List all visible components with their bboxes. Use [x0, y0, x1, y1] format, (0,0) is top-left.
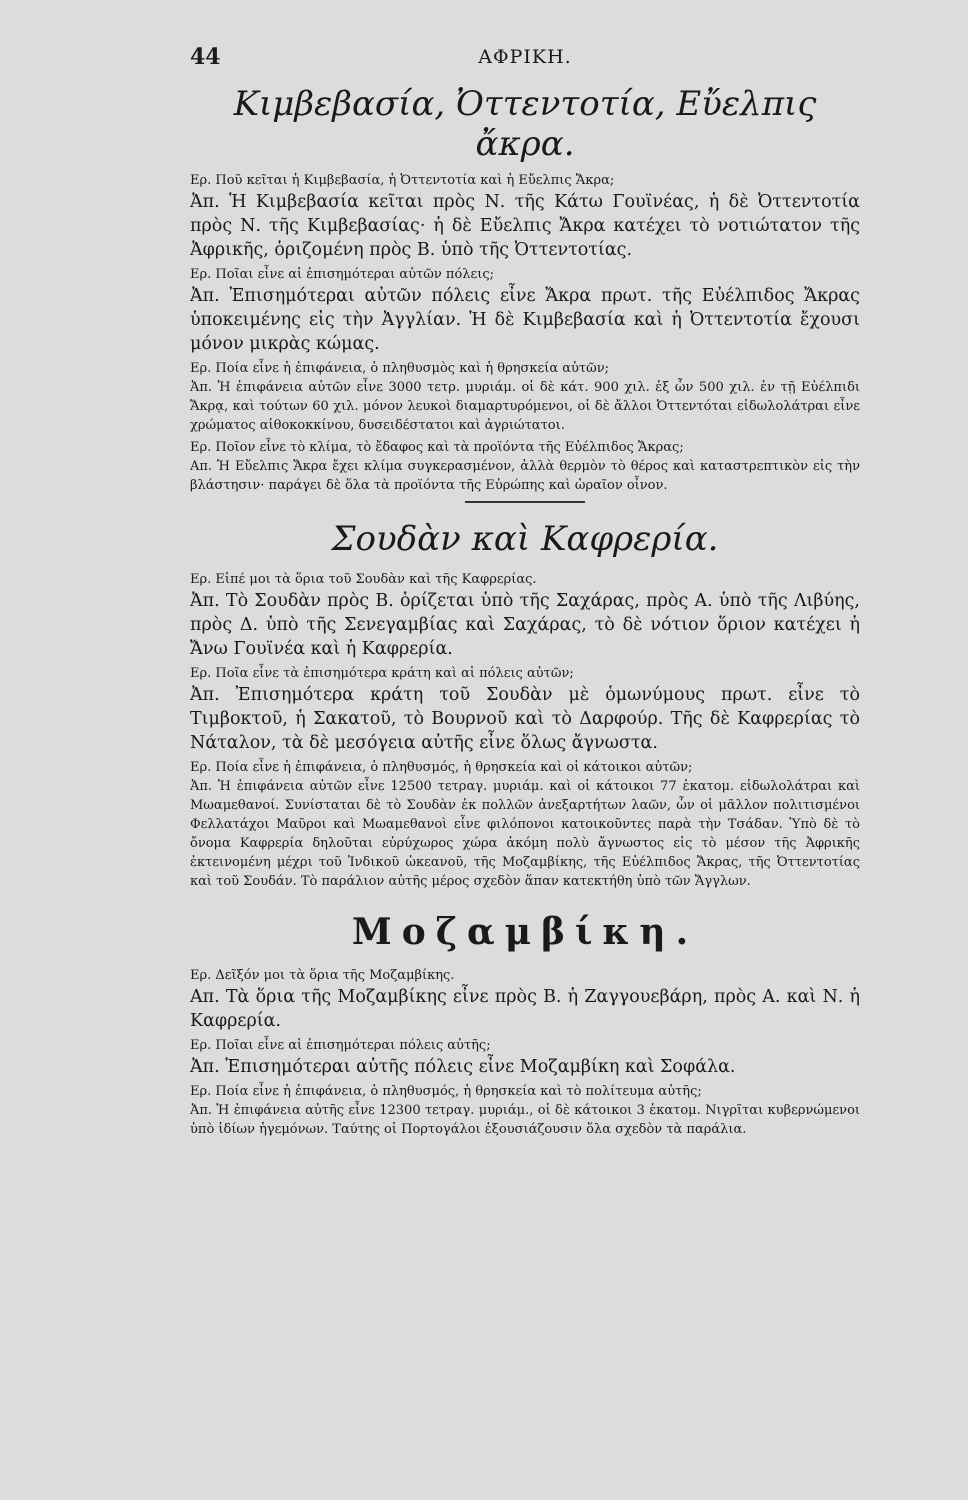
question: Ερ. Ποῖον εἶνε τὸ κλίμα, τὸ ἔδαφος καὶ τὰ προϊόντα τῆς Εὐέλπιδος Ἄκρας;: [190, 440, 684, 455]
answer: Ἀπ. Ἡ Κιμβεβασία κεῖται πρὸς Ν. τῆς Κάτω Γουϊνέας, ἡ δὲ Ὀττεντοτία πρὸς Ν. τῆς Κιμβεβασίας· ἡ δὲ Εὔελπις Ἄκρα κατέχει τὸ νοτιώτατον τῆς Ἀφρικῆς, ὁριζομένη πρὸς Β. ὑπὸ τῆς Ὀττεντοτίας.: [190, 192, 860, 260]
answer: Ἀπ. Ἐπισημότερα κράτη τοῦ Σουδὰν μὲ ὁμωνύμους πρωτ. εἶνε τὸ Τιμβοκτοῦ, ἡ Σακατοῦ, τὸ Βουρνοῦ καὶ τὸ Δαρφούρ. Τῆς δὲ Καφρερίας τὸ Νάταλον, τὰ δὲ μεσόγεια αὐτῆς εἶνε ὅλως ἄγνωστα.: [190, 685, 860, 753]
answer: Ἀπ. Τὸ Σουδὰν πρὸς Β. ὁρίζεται ὑπὸ τῆς Σαχάρας, πρὸς Α. ὑπὸ τῆς Λιβύης, πρὸς Δ. ὑπὸ τῆς Σενεγαμβίας καὶ Σαχάρας, τὸ δὲ νότιον ὅριον κατέχει ἡ Ἄνω Γουϊνέα καὶ ἡ Καφρερία.: [190, 591, 860, 659]
answer: Απ. Ἡ Εὔελπις Ἄκρα ἔχει κλίμα συγκερασμένον, ἀλλὰ θερμὸν τὸ θέρος καὶ καταστρεπτικὸν εἰς τὴν βλάστησιν· παράγει δὲ ὅλα τὰ προϊόντα τῆς Εὐρώπης καὶ ὡραῖον οἶνον.: [190, 459, 860, 493]
section-title: Κιμβεβασία, Ὀττεντοτία, Εὔελπις ἄκρα.: [233, 84, 817, 164]
section-title: Σουδὰν καὶ Καφρερία.: [331, 519, 719, 559]
question: Ερ. Ποῖα εἶνε τὰ ἐπισημότερα κράτη καὶ αἱ πόλεις αὐτῶν;: [190, 666, 574, 681]
answer: Απ. Τὰ ὅρια τῆς Μοζαμβίκης εἶνε πρὸς Β. ἡ Ζαγγουεβάρη, πρὸς Α. καὶ Ν. ἡ Καφρερία.: [190, 987, 860, 1031]
section-title: Μοζαμβίκη.: [351, 911, 699, 953]
question: Ερ. Ποία εἶνε ἡ ἐπιφάνεια, ὁ πληθυσμός, ἡ θρησκεία καὶ οἱ κάτοικοι αὐτῶν;: [190, 760, 693, 775]
question: Ερ. Ποῖαι εἶνε αἱ ἐπισημότεραι πόλεις αὐτῆς;: [190, 1038, 491, 1053]
question: Ερ. Ποῖαι εἶνε αἱ ἐπισημότεραι αὐτῶν πόλεις;: [190, 267, 495, 282]
question: Ερ. Ποῦ κεῖται ἡ Κιμβεβασία, ἡ Ὀττεντοτία καὶ ἡ Εὔελπις Ἄκρα;: [190, 173, 615, 188]
question: Ερ. Ποία εἶνε ἡ ἐπιφάνεια, ὁ πληθυσμὸς καὶ ἡ θρησκεία αὐτῶν;: [190, 361, 610, 376]
question: Ερ. Ποία εἶνε ἡ ἐπιφάνεια, ὁ πληθυσμός, ἡ θρησκεία καὶ τὸ πολίτευμα αὐτῆς;: [190, 1084, 702, 1099]
page-body: [190, 84, 860, 1139]
page-header: [190, 44, 860, 74]
answer: Ἀπ. Ἐπισημότεραι αὐτῶν πόλεις εἶνε Ἄκρα πρωτ. τῆς Εὐέλπιδος Ἄκρας ὑποκειμένης εἰς τὴν Ἀγγλίαν. Ἡ δὲ Κιμβεβασία καὶ ἡ Ὀττεντοτία ἔχουσι μόνον μικρὰς κώμας.: [190, 286, 860, 354]
answer: Ἀπ. Ἡ ἐπιφάνεια αὐτῶν εἶνε 12500 τετραγ. μυριάμ. καὶ οἱ κάτοικοι 77 ἑκατομ. εἰδωλολάτραι καὶ Μωαμεθανοί. Συνίσταται δὲ τὸ Σουδὰν ἐκ πολλῶν ἀνεξαρτήτων λαῶν, ὧν οἱ μᾶλλον πολιτισμένοι Φελλατάχοι Μαῦροι καὶ Μωαμεθανοὶ εἶνε φιλόπονοι κατοικοῦντες παρὰ τὴν Τσάδαν. Ὑπὸ δὲ τὸ ὄνομα Καφρερία δηλοῦται εὐρύχωρος χώρα ἀκόμη πολὺ ἄγνωστος εἰς τὸ μέσον τῆς Ἀφρικῆς ἐκτεινομένη μέχρι τοῦ Ἰνδικοῦ ὠκεανοῦ, τῆς Μοζαμβίκης, τῆς Εὐέλπιδος Ἄκρας, τῆς Ὀττεντοτίας καὶ τοῦ Σουδάν. Τὸ παράλιον αὐτῆς μέρος σχεδὸν ἅπαν κατεκτήθη ὑπὸ τῶν Ἄγγλων.: [190, 779, 860, 889]
answer: Ἀπ. Ἐπισημότεραι αὐτῆς πόλεις εἶνε Μοζαμβίκη καὶ Σοφάλα.: [190, 1057, 736, 1077]
answer: Ἀπ. Ἡ ἐπιφάνεια αὐτῆς εἶνε 12300 τετραγ. μυριάμ., οἱ δὲ κάτοικοι 3 ἑκατομ. Νιγρῖται κυβερνώμενοι ὑπὸ ἰδίων ἡγεμόνων. Ταύτης οἱ Πορτογάλοι ἐξουσιάζουσιν ὅλα σχεδὸν τὰ παράλια.: [190, 1103, 860, 1137]
page-number: 44: [190, 44, 221, 70]
question: Ερ. Εἰπέ μοι τὰ ὅρια τοῦ Σουδὰν καὶ τῆς Καφρερίας.: [190, 572, 537, 587]
running-title: ΑΦΡΙΚΗ.: [478, 46, 572, 68]
question: Ερ. Δεῖξόν μοι τὰ ὅρια τῆς Μοζαμβίκης.: [190, 968, 455, 983]
section-divider: [465, 501, 585, 503]
answer: Ἀπ. Ἡ ἐπιφάνεια αὐτῶν εἶνε 3000 τετρ. μυριάμ. οἱ δὲ κάτ. 900 χιλ. ἐξ ὧν 500 χιλ. ἐν τῇ Εὐέλπιδι Ἄκρᾳ, καὶ τούτων 60 χιλ. μόνον λευκοὶ διαμαρτυρόμενοι, οἱ δὲ ἄλλοι Ὀττεντόται εἰδωλολάτραι εἶνε χρώματος αἰθοκοκκίνου, δυσειδέστατοι καὶ ἀγριώτατοι.: [190, 380, 860, 433]
